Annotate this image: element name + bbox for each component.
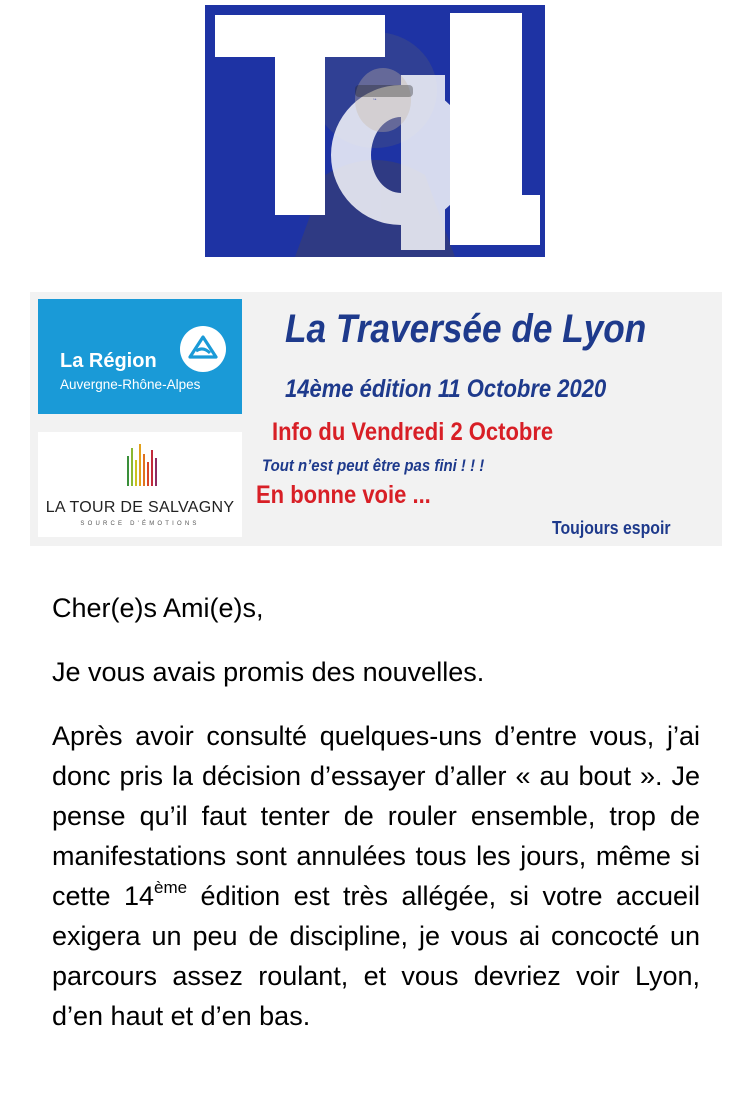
paragraph-part-1: Après avoir consulté quelques-uns d’entre vous, j’ai donc pris la décision d’essayer d’aller « au bout ». Je pense qu’il faut tenter de rouler ensemble, trop de manifestations sont annulées tous les jours, même si cette 14	[52, 721, 700, 911]
letter-body	[52, 588, 700, 1036]
region-subname: Auvergne-Rhône-Alpes	[60, 377, 201, 392]
paragraph-part-2: édition est très allégée, si votre accueil exigera un peu de discipline, je vous ai concocté un parcours assez roulant, et vous devriez voir Lyon, d’en haut et d’en bas.	[52, 881, 701, 1031]
tdl-logo-graphic	[205, 5, 545, 257]
greeting: Cher(e)s Ami(e)s,	[52, 593, 264, 623]
tdl-logo	[205, 5, 545, 257]
header-banner	[30, 292, 722, 546]
edition-date: 14ème édition 11 Octobre 2020	[285, 375, 607, 403]
salvagny-logo	[38, 432, 242, 537]
salvagny-bars-icon	[126, 442, 162, 488]
event-title: La Traversée de Lyon	[285, 307, 647, 351]
region-name: La Région	[60, 350, 157, 372]
intro-line: Je vous avais promis des nouvelles.	[52, 657, 485, 687]
tdl-logo-text: TdL	[373, 99, 377, 101]
superscript-eme: ème	[154, 878, 188, 897]
main-paragraph	[52, 716, 700, 1036]
info-date: Info du Vendredi 2 Octobre	[272, 418, 554, 446]
mountain-triangle-icon	[178, 324, 228, 374]
not-over-text: Tout n’est peut être pas fini ! ! !	[262, 456, 485, 475]
salvagny-name: LA TOUR DE SALVAGNY	[45, 499, 235, 516]
salvagny-tagline: SOURCE D'ÉMOTIONS	[80, 521, 200, 527]
hope-text: Toujours espoir	[552, 518, 671, 538]
region-logo	[38, 299, 242, 414]
on-track-text: En bonne voie ...	[256, 481, 431, 509]
